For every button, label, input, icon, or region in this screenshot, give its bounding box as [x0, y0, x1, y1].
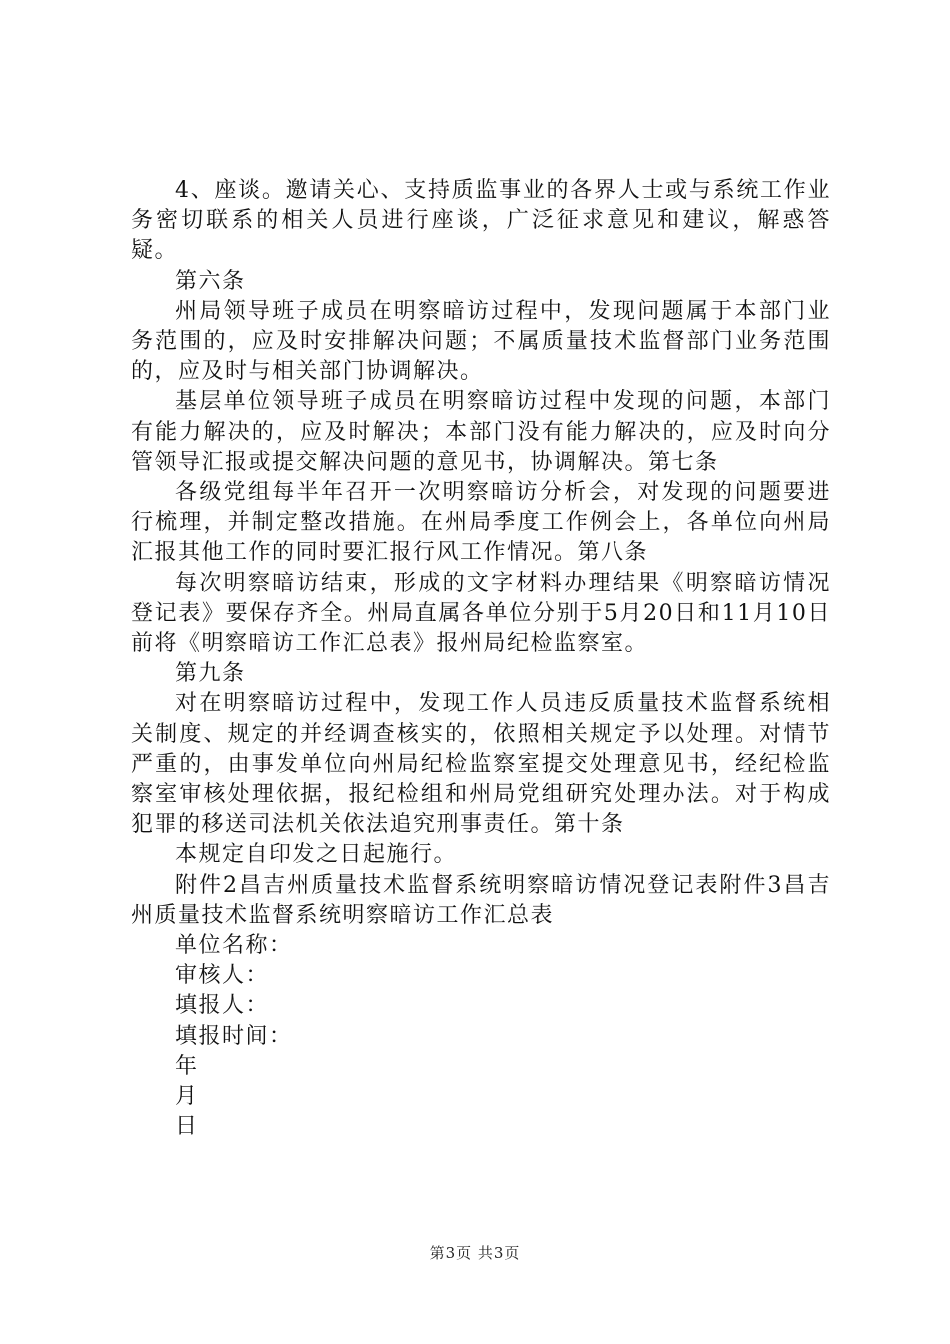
paragraph-violations: 对在明察暗访过程中，发现工作人员违反质量技术监督系统相关制度、规定的并经调查核实的，依照相关规定予以处理。对情节严重的，由事发单位向州局纪检监察室提交处理意见书，经纪检监察室审核处理依据，报纪检组和州局党组研究处理办法。对于构成犯罪的移送司法机关依法追究刑事责任。第十条	[131, 691, 831, 838]
field-filler: 填报人：	[175, 993, 270, 1019]
field-reviewer: 审核人：	[175, 963, 270, 989]
paragraph-effective-date: 本规定自印发之日起施行。	[175, 842, 458, 868]
paragraph-analysis-meeting: 各级党组每半年召开一次明察暗访分析会，对发现的问题要进行梳理，并制定整改措施。在州局季度工作例会上，各单位向州局汇报其他工作的同时要汇报行风工作情况。第八条	[131, 480, 831, 566]
paragraph-grassroots-issues: 基层单位领导班子成员在明察暗访过程中发现的问题，本部门有能力解决的，应及时解决；本部门没有能力解决的，应及时向分管领导汇报或提交解决问题的意见书，协调解决。第七条	[131, 389, 831, 475]
page-number-footer: 第3页 共3页	[429, 1244, 521, 1262]
paragraph-leadership-issues: 州局领导班子成员在明察暗访过程中，发现问题属于本部门业务范围的，应及时安排解决问题；不属质量技术监督部门业务范围的，应及时与相关部门协调解决。	[131, 298, 831, 385]
field-fill-time: 填报时间：	[175, 1023, 293, 1049]
article-heading-9: 第九条	[175, 661, 246, 687]
field-month: 月	[175, 1084, 199, 1110]
paragraph-records: 每次明察暗访结束，形成的文字材料办理结果《明察暗访情况登记表》要保存齐全。州局直属各单位分别于5月20日和11月10日前将《明察暗访工作汇总表》报州局纪检监察室。	[131, 570, 831, 657]
field-day: 日	[175, 1114, 199, 1140]
document-body	[131, 176, 831, 1143]
field-year: 年	[175, 1053, 199, 1079]
paragraph-forum: 4、座谈。邀请关心、支持质监事业的各界人士或与系统工作业务密切联系的相关人员进行座谈，广泛征求意见和建议，解惑答疑。	[131, 178, 831, 264]
article-heading-6: 第六条	[175, 268, 246, 294]
paragraph-attachments: 附件2昌吉州质量技术监督系统明察暗访情况登记表附件3昌吉州质量技术监督系统明察暗访工作汇总表	[131, 872, 831, 928]
field-unit-name: 单位名称：	[175, 933, 293, 959]
